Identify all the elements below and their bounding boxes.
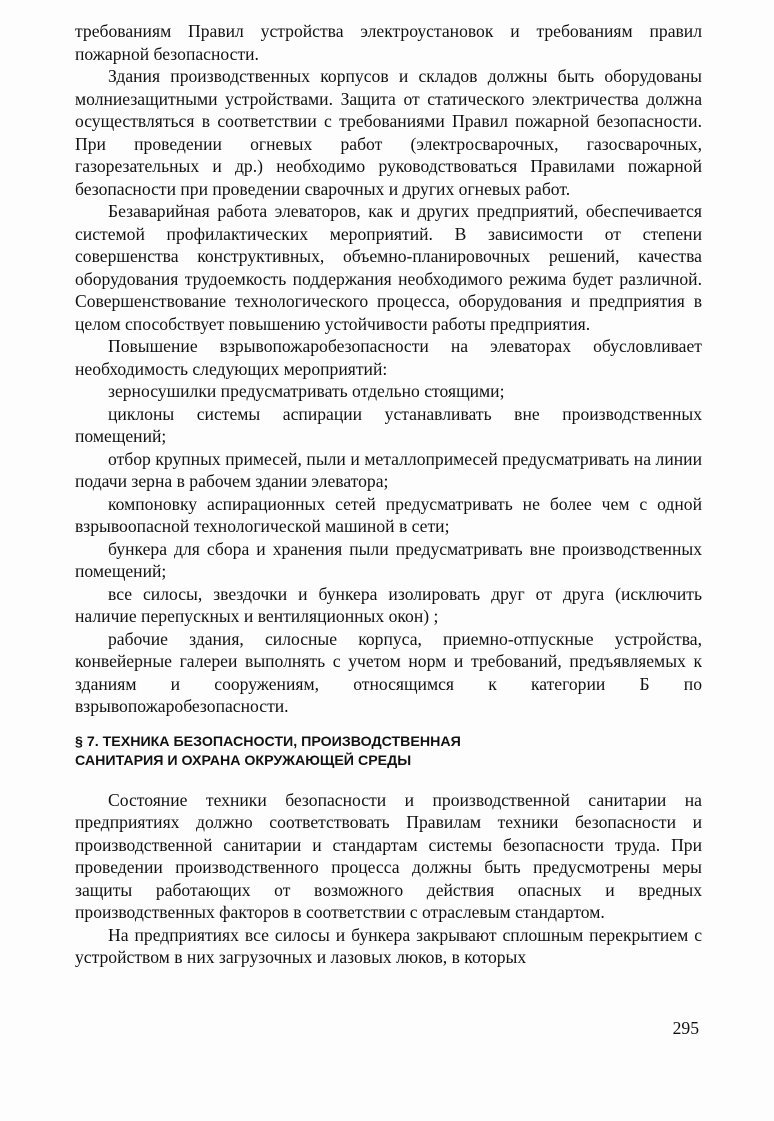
list-item: компоновку аспирационных сетей предусматривать не более чем с одной взрывоопасной технологической машиной в сети; <box>75 493 702 536</box>
list-item: циклоны системы аспирации устанавливать вне производственных помещений; <box>75 403 702 446</box>
paragraph-continuation: требованиям Правил устройства электроустановок и требованиям правил пожарной безопасности. <box>75 21 702 64</box>
list-item: все силосы, звездочки и бункера изолировать друг от друга (исключить наличие перепускных и вентиляционных окон) ; <box>75 583 702 626</box>
body-text <box>75 20 702 969</box>
list-item: отбор крупных примесей, пыли и металлопримесей предусматривать на линии подачи зерна в рабочем здании элеватора; <box>75 448 702 491</box>
section-heading-line-1: § 7. ТЕХНИКА БЕЗОПАСНОСТИ, ПРОИЗВОДСТВЕННАЯ <box>75 733 461 750</box>
paragraph-accident-free-operation: Безаварийная работа элеваторов, как и других предприятий, обеспечивается системой профилактических мероприятий. В зависимости от степени совершенства конструктивных, объемно-планировочных решений, качества оборудования трудоемкость поддержания необходимого режима будет различной. Совершенствование технологического процесса, оборудования и предприятия в целом способствует повышению устойчивости работы предприятия. <box>75 201 702 334</box>
paragraph-lightning-protection: Здания производственных корпусов и складов должны быть оборудованы молниезащитными устройствами. Защита от статического электричества должна осуществляться в соответствии с требованиями Правил пожарной безопасности. При проведении огневых работ (электросварочных, газосварочных, газорезательных и др.) необходимо руководствоваться Правилами пожарной безопасности при проведении сварочных и других огневых работ. <box>75 66 702 199</box>
list-item: рабочие здания, силосные корпуса, приемно-отпускные устройства, конвейерные галереи выполнять с учетом норм и требований, предъявляемых к зданиям и сооружениям, относящимся к категории Б по взрывопожаробезопасности. <box>75 628 702 716</box>
paragraph-explosion-safety-intro: Повышение взрывопожаробезопасности на элеваторах обусловливает необходимость следующих мероприятий: <box>75 336 702 379</box>
section-heading <box>75 733 702 771</box>
paragraph-safety-state: Состояние техники безопасности и производственной санитарии на предприятиях должно соответствовать Правилам техники безопасности и производственной санитарии и стандартам системы безопасности труда. При проведении производственного процесса должны быть предусмотрены меры защиты работающих от возможного действия опасных и вредных производственных факторов в соответствии с отраслевым стандартом. <box>75 789 702 922</box>
page-number: 295 <box>672 1018 699 1038</box>
section-heading-line-2: САНИТАРИЯ И ОХРАНА ОКРУЖАЮЩЕЙ СРЕДЫ <box>75 752 412 769</box>
paragraph-silos-cover: На предприятиях все силосы и бункера закрывают сплошным перекрытием с устройством в них загрузочных и лазовых люков, в которых <box>75 924 702 967</box>
list-item: зерносушилки предусматривать отдельно стоящими; <box>108 381 505 401</box>
list-item: бункера для сбора и хранения пыли предусматривать вне производственных помещений; <box>75 538 702 581</box>
